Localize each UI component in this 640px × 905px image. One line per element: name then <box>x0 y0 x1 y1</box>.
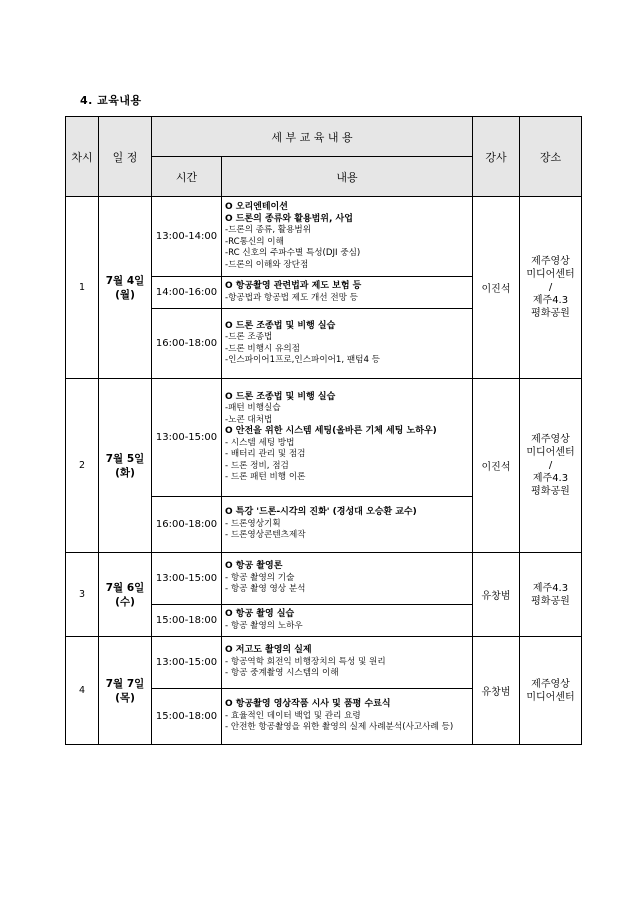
session-number: 1 <box>66 197 99 379</box>
content-item: -항공법과 항공법 제도 개선 전망 등 <box>225 292 358 303</box>
content-item: -드론 조종법 <box>225 332 273 342</box>
session-instructor: 유창범 <box>473 637 520 745</box>
slot-content <box>222 689 473 745</box>
session-day-text: (월) <box>115 288 135 301</box>
place-line: 제주4.3 <box>532 473 569 484</box>
place-line: 제주4.3 <box>532 295 569 306</box>
place-line: 제주영상 <box>531 678 570 690</box>
header-content: 내용 <box>222 157 473 197</box>
content-heading: O 드론 조종법 및 비행 실습 <box>225 320 336 331</box>
place-line: 평화공원 <box>531 486 570 497</box>
slot-time: 13:00-15:00 <box>152 379 222 497</box>
content-heading: O 오리엔테이션 <box>225 202 288 212</box>
content-item: -노콘 대처법 <box>225 414 273 425</box>
session-place <box>520 197 582 379</box>
place-line: / <box>548 282 553 293</box>
content-heading: O 특강 '드론-시각의 진화' (경성대 오승환 교수) <box>225 507 417 518</box>
slot-time: 16:00-18:00 <box>152 497 222 553</box>
content-item: - 항공 촬영 영상 분석 <box>225 584 306 595</box>
place-line: 미디어센터 <box>526 269 575 280</box>
slot-time: 16:00-18:00 <box>152 309 222 379</box>
place-line: / <box>548 460 553 471</box>
session-day-text: (수) <box>115 595 135 608</box>
schedule-table <box>65 116 582 745</box>
content-item: - 시스템 세팅 방법 <box>225 437 295 448</box>
place-line: 제주영상 <box>531 434 570 445</box>
session-instructor: 이진석 <box>473 197 520 379</box>
content-item: -드론의 종류, 활용범위 <box>225 225 312 235</box>
content-item: - 배터리 관리 및 점검 <box>225 449 306 459</box>
slot-content <box>222 553 473 605</box>
section-title: 4. 교육내용 <box>80 94 142 107</box>
table-row <box>66 379 582 497</box>
content-item: -패턴 비행실습 <box>225 403 281 413</box>
session-date <box>99 637 152 745</box>
header-time: 시간 <box>152 157 222 197</box>
content-heading: O 항공촬영 영상작품 시사 및 품평 수료식 <box>225 699 391 710</box>
slot-content <box>222 197 473 277</box>
content-item: - 드론 패턴 비행 이론 <box>225 472 306 482</box>
content-item: - 드론 정비, 점검 <box>225 460 289 471</box>
content-heading: O 드론의 종류와 활용범위, 사업 <box>225 213 353 224</box>
session-date <box>99 197 152 379</box>
content-item: -드론의 이해와 장단점 <box>225 259 309 270</box>
content-item: -인스파이어1프로,인스파이어1, 팬텀4 등 <box>225 355 380 365</box>
content-heading: O 항공 촬영론 <box>225 561 283 572</box>
place-line: 평화공원 <box>531 308 570 319</box>
content-item: - 안전한 항공촬영을 위한 촬영의 실제 사례분석(사고사례 등) <box>225 722 454 733</box>
place-line: 미디어센터 <box>526 691 575 703</box>
session-number: 4 <box>66 637 99 745</box>
slot-content <box>222 605 473 637</box>
slot-content <box>222 277 473 309</box>
session-date-text: 7월 6일 <box>105 581 145 594</box>
header-date: 일 정 <box>99 117 152 197</box>
table-row <box>66 553 582 605</box>
slot-time: 13:00-15:00 <box>152 637 222 689</box>
header-instructor: 강사 <box>473 117 520 197</box>
content-item: - 항공 촬영의 노하우 <box>225 620 303 631</box>
slot-content <box>222 637 473 689</box>
slot-time: 13:00-14:00 <box>152 197 222 277</box>
content-heading: O 저고도 촬영의 실제 <box>225 645 312 656</box>
session-date <box>99 379 152 553</box>
place-line: 제주영상 <box>531 256 570 267</box>
content-item: - 항공 촬영의 기술 <box>225 572 295 583</box>
content-item: -RC 신호의 주파수별 특성(DJI 중심) <box>225 248 361 258</box>
content-item: - 드론영상콘텐츠제작 <box>225 530 306 541</box>
slot-time: 14:00-16:00 <box>152 277 222 309</box>
slot-time: 15:00-18:00 <box>152 605 222 637</box>
content-heading: O 항공 촬영 실습 <box>225 609 295 619</box>
session-place <box>520 553 582 637</box>
content-item: - 드론영상기획 <box>225 518 281 529</box>
session-date-text: 7월 5일 <box>105 452 145 465</box>
slot-content <box>222 497 473 553</box>
slot-time: 13:00-15:00 <box>152 553 222 605</box>
table-row <box>66 637 582 689</box>
content-heading: O 안전을 위한 시스템 세팅(올바른 기체 세팅 노하우) <box>225 426 437 436</box>
content-item: - 항공역학 회전익 비행장치의 특성 및 원리 <box>225 656 386 667</box>
slot-content <box>222 309 473 379</box>
slot-content <box>222 379 473 497</box>
content-item: - 항공 중계촬영 시스템의 이해 <box>225 668 339 679</box>
table-row <box>66 197 582 277</box>
session-day-text: (목) <box>115 691 135 704</box>
session-date-text: 7월 4일 <box>105 274 145 287</box>
content-item: -RC통신의 이해 <box>225 236 284 247</box>
place-line: 제주4.3 <box>532 582 569 594</box>
header-detail: 세 부 교 육 내 용 <box>152 117 473 157</box>
content-item: - 효율적인 데이터 백업 및 관리 요령 <box>225 710 361 721</box>
session-day-text: (화) <box>115 466 135 479</box>
session-instructor: 유창범 <box>473 553 520 637</box>
place-line: 평화공원 <box>531 595 570 607</box>
session-place <box>520 379 582 553</box>
session-date-text: 7월 7일 <box>105 677 145 690</box>
slot-time: 15:00-18:00 <box>152 689 222 745</box>
session-place <box>520 637 582 745</box>
place-line: 미디어센터 <box>526 447 575 458</box>
session-number: 3 <box>66 553 99 637</box>
content-item: -드론 비행시 유의점 <box>225 343 300 354</box>
session-date <box>99 553 152 637</box>
session-number: 2 <box>66 379 99 553</box>
session-instructor: 이진석 <box>473 379 520 553</box>
header-place: 장소 <box>520 117 582 197</box>
header-session: 차시 <box>66 117 99 197</box>
schedule-body <box>66 197 582 745</box>
content-heading: O 드론 조종법 및 비행 실습 <box>225 391 336 402</box>
content-heading: O 항공촬영 관련법과 제도 보험 등 <box>225 281 362 291</box>
